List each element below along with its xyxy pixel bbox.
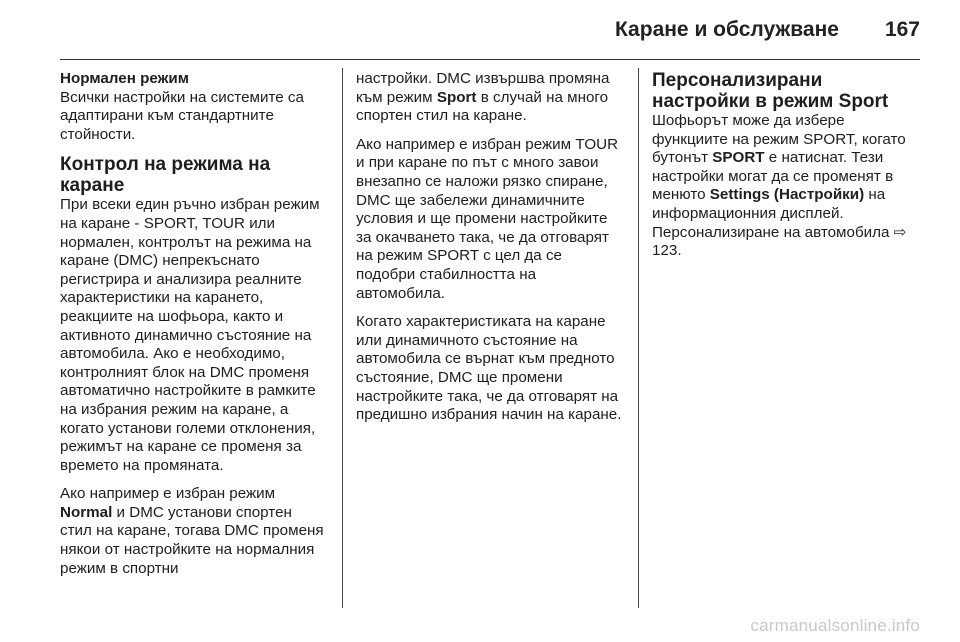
paragraph: Ако например е избран режим Normal и DMC установи спортен стил на каране, тогава DMC променя някои от настройките на нормалния режим в спортни (60, 485, 324, 577)
header-rule (60, 59, 920, 60)
column-2 (356, 70, 624, 435)
page-number: 167 (884, 18, 920, 41)
paragraph: При всеки един ръчно избран режим на каране - SPORT, TOUR или нормален, контролът на режима на каране (DMC) непрекъснато регистрира и анализира реалните характеристики на карането, реакциите на шофьора, както и активното динамично състояние на автомобила. Ако е необходимо, контролният блок на DMC променя автоматично настройките в рамките на избрания режим на каране, а когато установи големи отклонения, режимът на каране се променя за времето на промяната. (60, 196, 320, 474)
bold-term: SPORT (712, 149, 765, 167)
section-drive-mode-control (60, 154, 328, 475)
paragraph: Когато характеристиката на каране или динамичното състояние на автомобила се върнат към предното състояние, DMC ще промени настройките така, че да отговарят на предишно избрания начин на каране. (356, 313, 622, 424)
column-3 (652, 70, 920, 271)
section-normal-mode (60, 70, 328, 144)
column-divider (638, 68, 639, 608)
bold-term: Settings (Настройки) (709, 186, 865, 204)
paragraph: Всички настройки на системите са адаптирани към стандартните стойности. (60, 88, 304, 143)
heading-drive-mode-control: Контрол на режима на каране (60, 154, 271, 197)
paragraph: настройки. DMC извършва промяна към режим Sport в случай на много спортен стил на каране. (356, 70, 610, 125)
section-sport-settings: Персонализирани настройки в режим Sport Шофьорът може да избере функциите на режим SPORT, когато бутонът SPORT е натиснат. Тези настройки могат да се променят в менюто Settings (Настройки) на информационния дисплей. Персонализиране на автомобила ⇨ 123. (652, 70, 920, 261)
heading-normal-mode: Нормален режим (60, 70, 189, 87)
bold-term: Normal (60, 503, 113, 521)
bold-term: Sport (436, 88, 477, 106)
page-header (60, 18, 920, 48)
paragraph: Ако например е избран режим TOUR и при каране по път с много завои внезапно се наложи рязко спиране, DMC ще забележи динамичните условия и ще промени настройките за окачването така, че да отговарят на режим SPORT с цел да се подобри стабилността на автомобила. (356, 135, 619, 302)
watermark: carmanualsonline.info (750, 616, 920, 635)
page-title: Каране и обслужване (614, 18, 839, 41)
heading-sport-settings: Персонализирани настройки в режим Sport (652, 70, 889, 112)
page-reference-arrow-icon[interactable]: ⇨ (893, 223, 907, 241)
column-divider (342, 68, 343, 608)
column-1 (60, 70, 328, 588)
